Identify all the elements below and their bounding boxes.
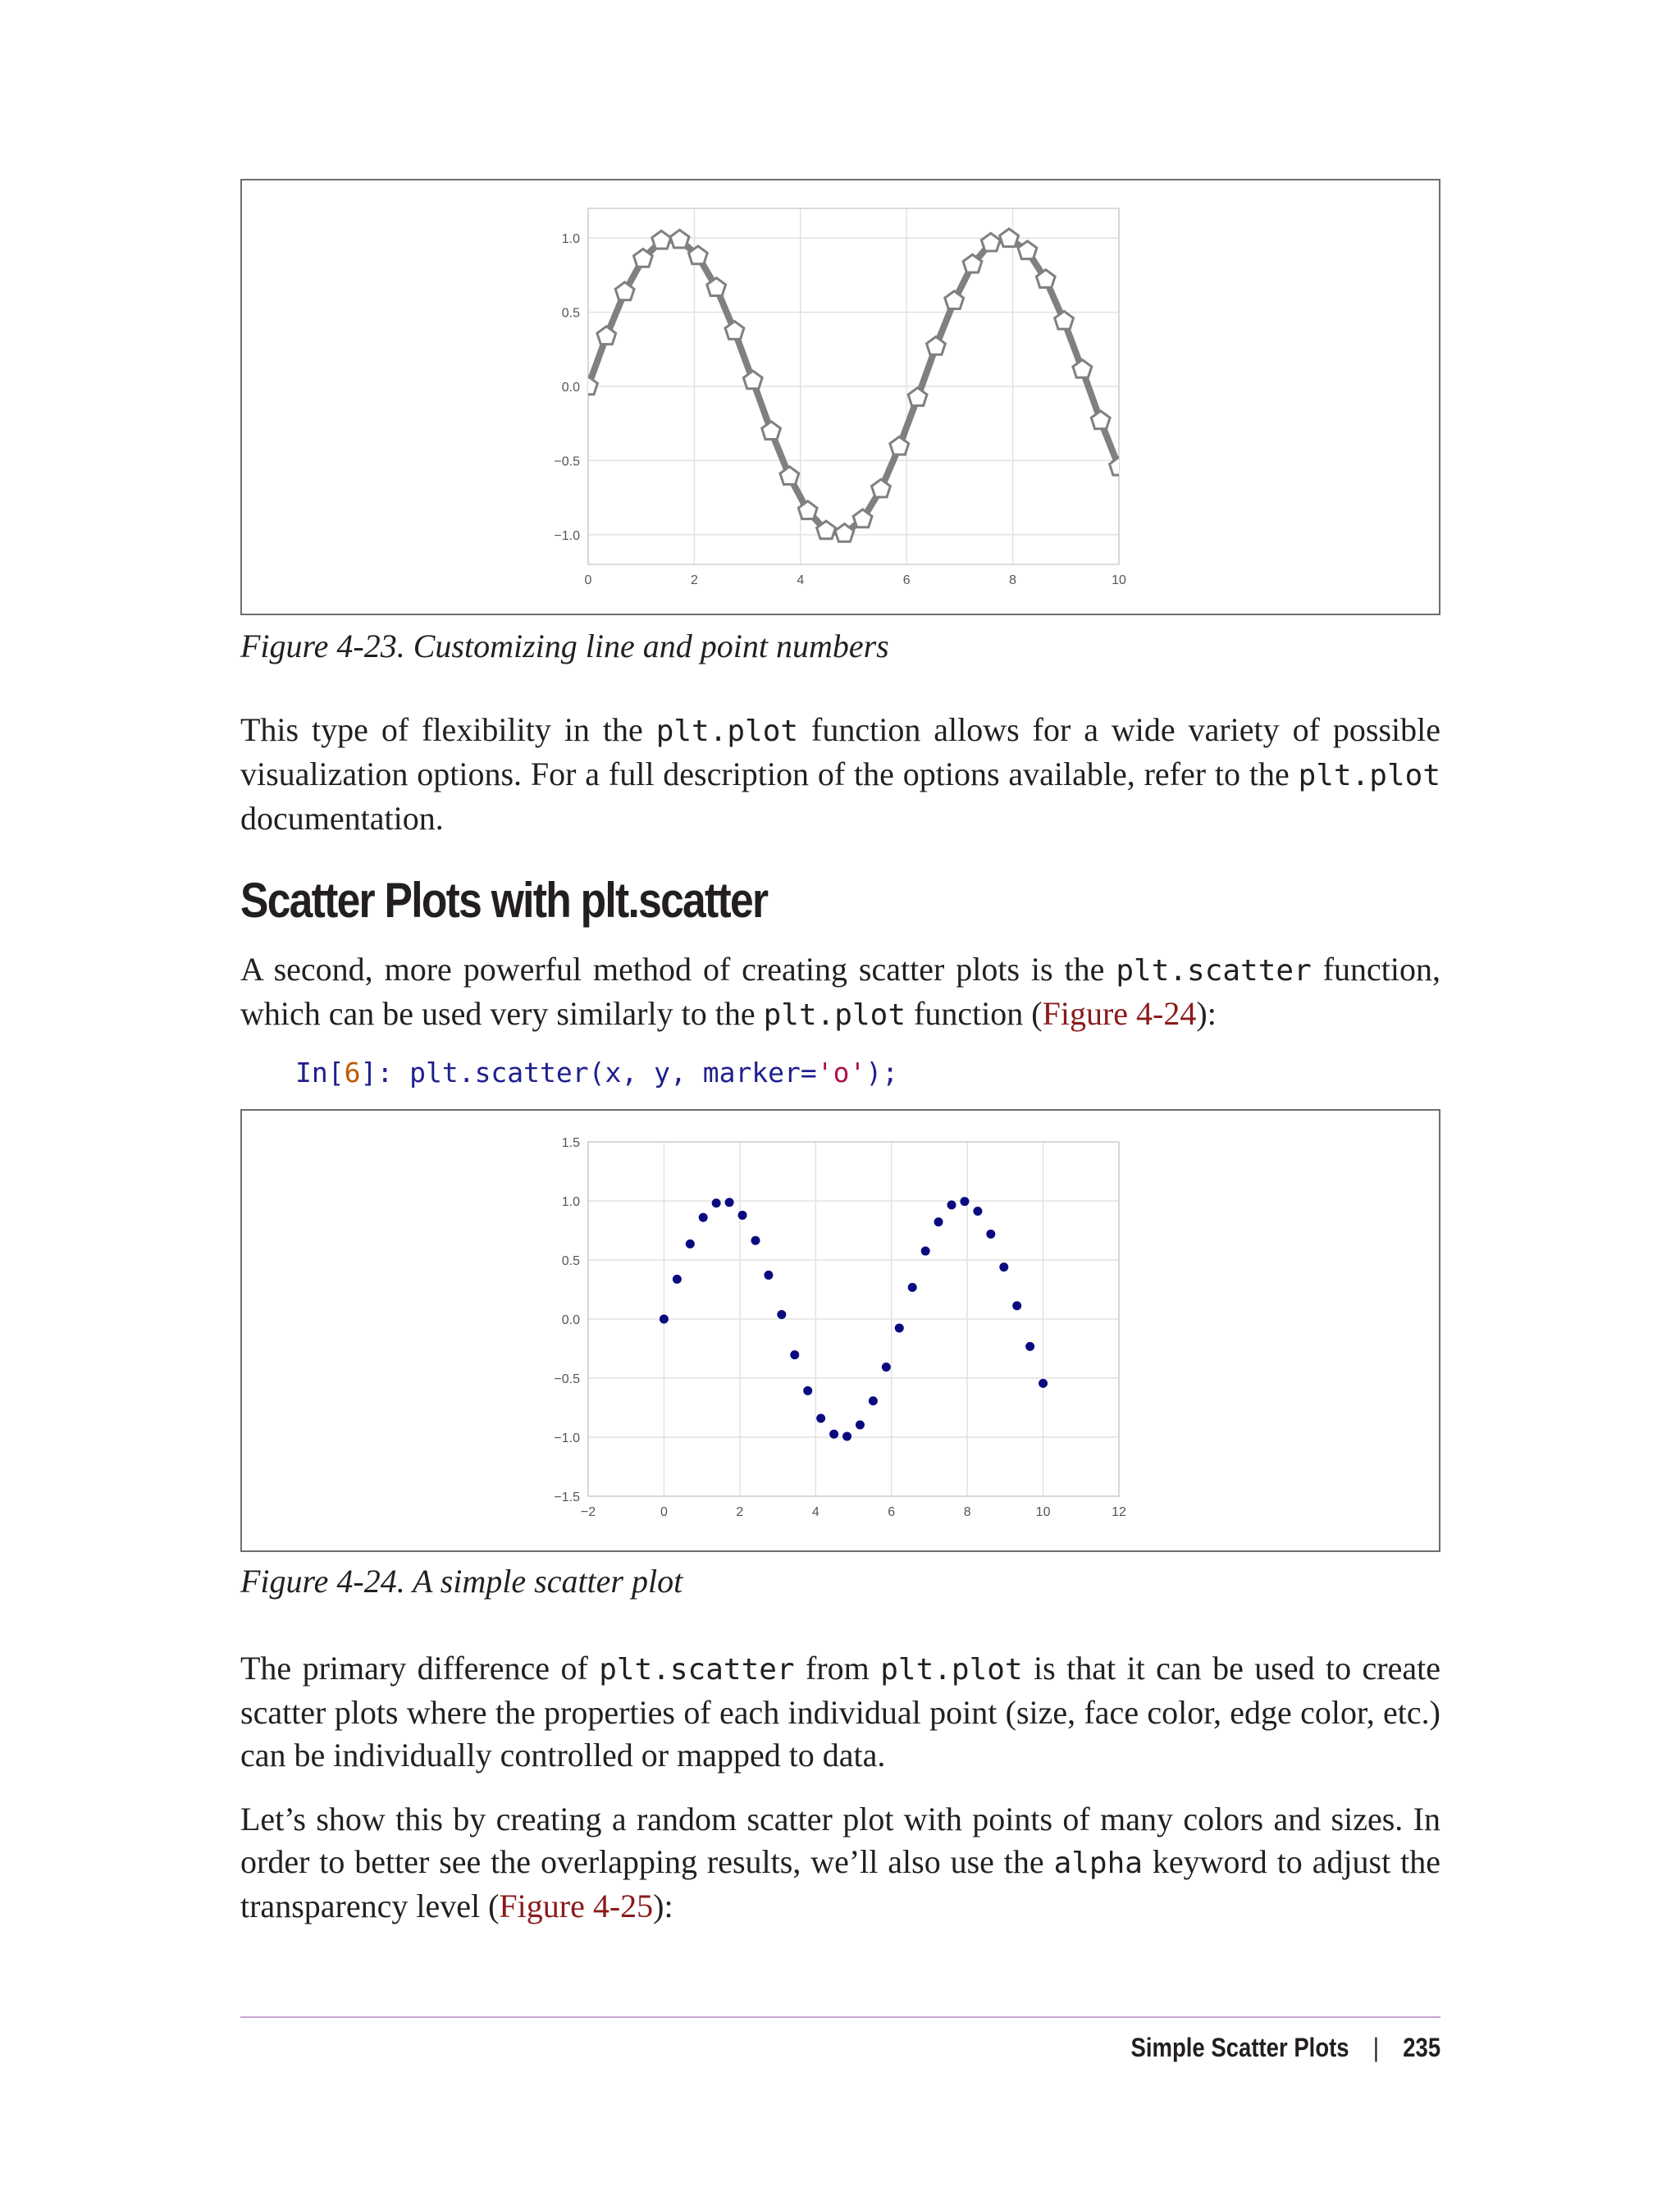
scatter-point xyxy=(1039,1379,1048,1388)
x-tick-label: 6 xyxy=(888,1505,896,1519)
pentagon-marker xyxy=(1091,411,1110,429)
scatter-point xyxy=(921,1247,930,1256)
scatter-point xyxy=(908,1283,917,1292)
scatter-point xyxy=(999,1262,1008,1271)
data-layer xyxy=(579,229,1129,541)
x-tick-label: 8 xyxy=(1009,573,1017,587)
line-chart xyxy=(242,180,1439,614)
y-tick-label: 1.0 xyxy=(561,1195,580,1209)
x-tick-label: −2 xyxy=(580,1505,596,1519)
pentagon-marker xyxy=(1000,229,1019,247)
x-tick-label: 6 xyxy=(902,573,911,587)
figure-4-25-link[interactable]: Figure 4-25 xyxy=(499,1888,654,1924)
scatter-point xyxy=(856,1421,865,1430)
y-tick-label: −0.5 xyxy=(554,454,580,469)
pentagon-marker xyxy=(1110,457,1129,475)
pentagon-marker xyxy=(1073,360,1092,378)
x-tick-label: 12 xyxy=(1112,1505,1126,1519)
y-tick-label: 1.5 xyxy=(561,1136,580,1150)
scatter-point xyxy=(947,1200,956,1209)
y-tick-label: −1.0 xyxy=(554,528,580,543)
x-tick-label: 10 xyxy=(1035,1505,1051,1519)
scatter-point xyxy=(973,1207,982,1216)
paragraph-flexibility: This type of flexibility in the plt.plot function allows for a wide variety of possible visualization options. For a full description of the options available, refer to the plt.plot documentation. xyxy=(240,711,1440,837)
scatter-point xyxy=(751,1236,760,1245)
page-footer xyxy=(1130,2028,1440,2067)
pentagon-marker xyxy=(908,388,927,406)
pentagon-marker xyxy=(890,436,909,454)
scatter-point xyxy=(882,1363,891,1372)
pentagon-marker xyxy=(652,231,671,249)
section-heading: Scatter Plots with plt.scatter xyxy=(240,873,768,928)
x-tick-label: 8 xyxy=(963,1505,971,1519)
pentagon-marker xyxy=(780,467,799,485)
y-tick-label: −1.0 xyxy=(554,1431,580,1445)
scatter-point xyxy=(699,1213,708,1222)
scatter-point xyxy=(842,1431,851,1440)
x-tick-label: 10 xyxy=(1112,573,1126,587)
x-tick-label: 2 xyxy=(690,573,698,587)
scatter-point xyxy=(816,1413,825,1422)
scatter-point xyxy=(777,1310,786,1319)
scatter-point xyxy=(934,1217,943,1226)
x-tick-label: 4 xyxy=(811,1505,819,1519)
y-tick-label: −1.5 xyxy=(554,1491,580,1504)
y-tick-label: 0.5 xyxy=(561,1254,580,1268)
scatter-point xyxy=(686,1239,695,1249)
scatter-point xyxy=(986,1230,995,1239)
y-tick-label: −0.5 xyxy=(554,1372,580,1386)
scatter-point xyxy=(1025,1342,1034,1351)
scatter-point xyxy=(738,1211,747,1220)
paragraph-difference: The primary difference of plt.scatter from plt.plot is that it can be used to create scatter plots where the properties of each individual point (size, face color, edge color, etc.) can be individually controlled or mapped to data. xyxy=(240,1650,1441,1774)
footer-separator: | xyxy=(1372,2033,1379,2062)
x-tick-label: 2 xyxy=(736,1505,744,1519)
paragraph-random-scatter: Let’s show this by creating a random scatter plot with points of many colors and sizes. In order to better see the overlapping results, we’ll also use the alpha keyword to adjust the transparency level (Figure 4-25): xyxy=(240,1801,1440,1924)
figure-4-23-caption: Figure 4-23. Customizing line and point numbers xyxy=(240,628,889,664)
pentagon-marker xyxy=(579,377,598,395)
x-tick-label: 4 xyxy=(797,573,805,587)
figure-4-24 xyxy=(240,1109,1440,1552)
pentagon-marker xyxy=(762,422,781,440)
paragraph-scatter-intro: A second, more powerful method of creating scatter plots is the plt.scatter function, which can be used very similarly to the plt.plot function (Figure 4-24): xyxy=(240,951,1440,1032)
pentagon-marker xyxy=(927,337,946,355)
scatter-point xyxy=(1012,1301,1021,1310)
scatter-point xyxy=(764,1271,773,1280)
y-tick-label: 0.5 xyxy=(561,306,580,321)
gridlines xyxy=(588,208,1119,564)
y-tick-label: 0.0 xyxy=(561,1313,580,1327)
pentagon-marker xyxy=(670,230,689,248)
page-number: 235 xyxy=(1403,2033,1440,2062)
scatter-point xyxy=(712,1198,721,1208)
code-cell: In[6]: plt.scatter(x, y, marker='o'); xyxy=(295,1057,899,1089)
pentagon-marker xyxy=(597,326,616,345)
scatter-chart xyxy=(242,1111,1439,1550)
footer-rule xyxy=(240,2016,1440,2018)
figure-4-24-caption: Figure 4-24. A simple scatter plot xyxy=(240,1563,683,1600)
x-tick-label: 0 xyxy=(660,1505,668,1519)
figure-4-23 xyxy=(240,179,1440,615)
scatter-point xyxy=(895,1323,904,1332)
scatter-point xyxy=(673,1275,682,1284)
scatter-point xyxy=(660,1315,669,1324)
footer-section-title: Simple Scatter Plots xyxy=(1130,2033,1349,2062)
scatter-point xyxy=(869,1396,878,1405)
x-tick-label: 0 xyxy=(584,573,592,587)
scatter-point xyxy=(960,1197,969,1206)
pentagon-marker xyxy=(981,233,1000,251)
y-tick-label: 0.0 xyxy=(561,381,580,395)
figure-4-24-link[interactable]: Figure 4-24 xyxy=(1042,995,1197,1032)
scatter-point xyxy=(803,1386,812,1395)
pentagon-marker xyxy=(743,371,762,389)
y-tick-label: 1.0 xyxy=(561,232,580,247)
scatter-point xyxy=(790,1350,799,1359)
scatter-point xyxy=(829,1430,838,1439)
scatter-point xyxy=(725,1198,734,1207)
